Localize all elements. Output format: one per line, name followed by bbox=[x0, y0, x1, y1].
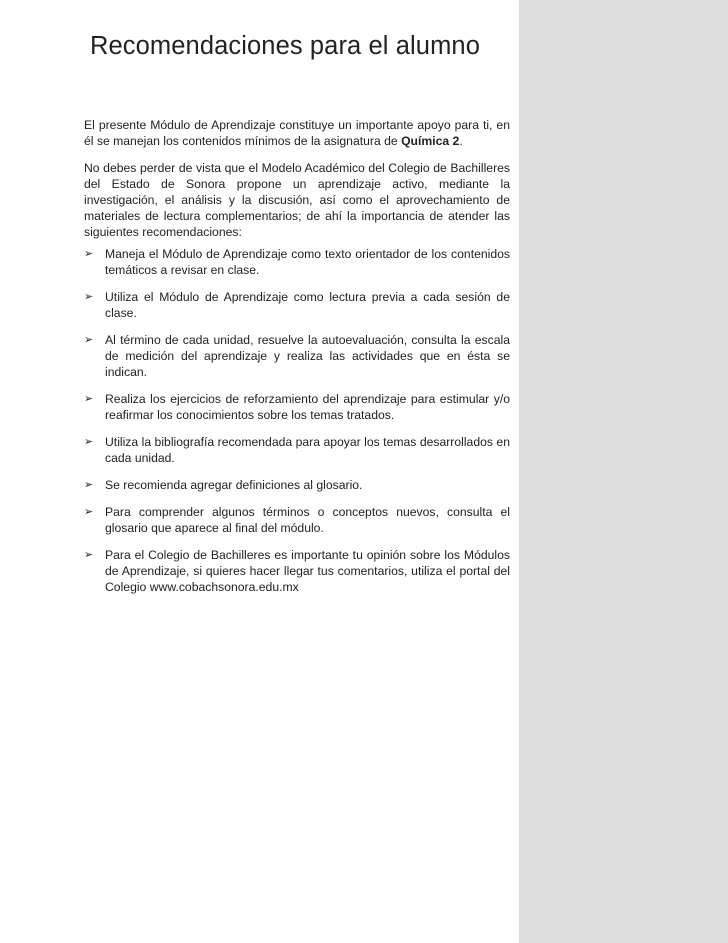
arrow-bullet-icon: ➢ bbox=[84, 393, 94, 405]
list-item-text: Utiliza la bibliografía recomendada para apoyar los temas desarrollados en cada unidad. bbox=[105, 435, 510, 465]
arrow-bullet-icon: ➢ bbox=[84, 436, 94, 448]
arrow-bullet-icon: ➢ bbox=[84, 506, 94, 518]
list-item-text: Al término de cada unidad, resuelve la autoevaluación, consulta la escala de medición del aprendizaje y realiza las actividades que en ésta se indican. bbox=[105, 333, 510, 379]
list-item-text: Utiliza el Módulo de Aprendizaje como lectura previa a cada sesión de clase. bbox=[105, 290, 510, 320]
intro-paragraph-2: No debes perder de vista que el Modelo Académico del Colegio de Bachilleres del Estado de Sonora propone un aprendizaje activo, mediante la investigación, el análisis y la discusión, así como el aprovechamiento de materiales de lectura complementarios; de ahí la importancia de atender las siguientes recomendaciones: bbox=[84, 161, 510, 239]
list-item-text: Para comprender algunos términos o conceptos nuevos, consulta el glosario que aparece al final del módulo. bbox=[105, 505, 510, 535]
intro-paragraph-1 bbox=[84, 117, 510, 149]
arrow-bullet-icon: ➢ bbox=[84, 549, 94, 561]
arrow-bullet-icon: ➢ bbox=[84, 248, 94, 260]
page-title: Recomendaciones para el alumno bbox=[90, 32, 480, 60]
arrow-bullet-icon: ➢ bbox=[84, 334, 94, 346]
list-item bbox=[84, 391, 510, 423]
subject-name: Química 2 bbox=[401, 134, 460, 148]
arrow-bullet-icon: ➢ bbox=[84, 291, 94, 303]
list-item bbox=[84, 434, 510, 466]
intro-p1-text: El presente Módulo de Aprendizaje constituye un importante apoyo para ti, en él se manejan los contenidos mínimos de la asignatura de bbox=[84, 118, 510, 148]
arrow-bullet-icon: ➢ bbox=[84, 479, 94, 491]
list-item bbox=[84, 547, 510, 595]
list-item bbox=[84, 332, 510, 380]
list-item bbox=[84, 504, 510, 536]
right-gray-sidebar bbox=[519, 0, 728, 943]
recommendations-list bbox=[84, 246, 510, 606]
list-item-text: Para el Colegio de Bachilleres es importante tu opinión sobre los Módulos de Aprendizaje, si quieres hacer llegar tus comentarios, utiliza el portal del Colegio www.cobachsonora.edu.mx bbox=[105, 548, 510, 594]
intro-p1-end: . bbox=[459, 134, 463, 148]
list-item-text: Realiza los ejercicios de reforzamiento del aprendizaje para estimular y/o reafirmar los conocimientos sobre los temas tratados. bbox=[105, 392, 510, 422]
list-item bbox=[84, 289, 510, 321]
list-item-text: Maneja el Módulo de Aprendizaje como texto orientador de los contenidos temáticos a revisar en clase. bbox=[105, 247, 510, 277]
list-item-text: Se recomienda agregar definiciones al glosario. bbox=[105, 478, 363, 492]
list-item bbox=[84, 246, 510, 278]
list-item bbox=[84, 477, 510, 493]
